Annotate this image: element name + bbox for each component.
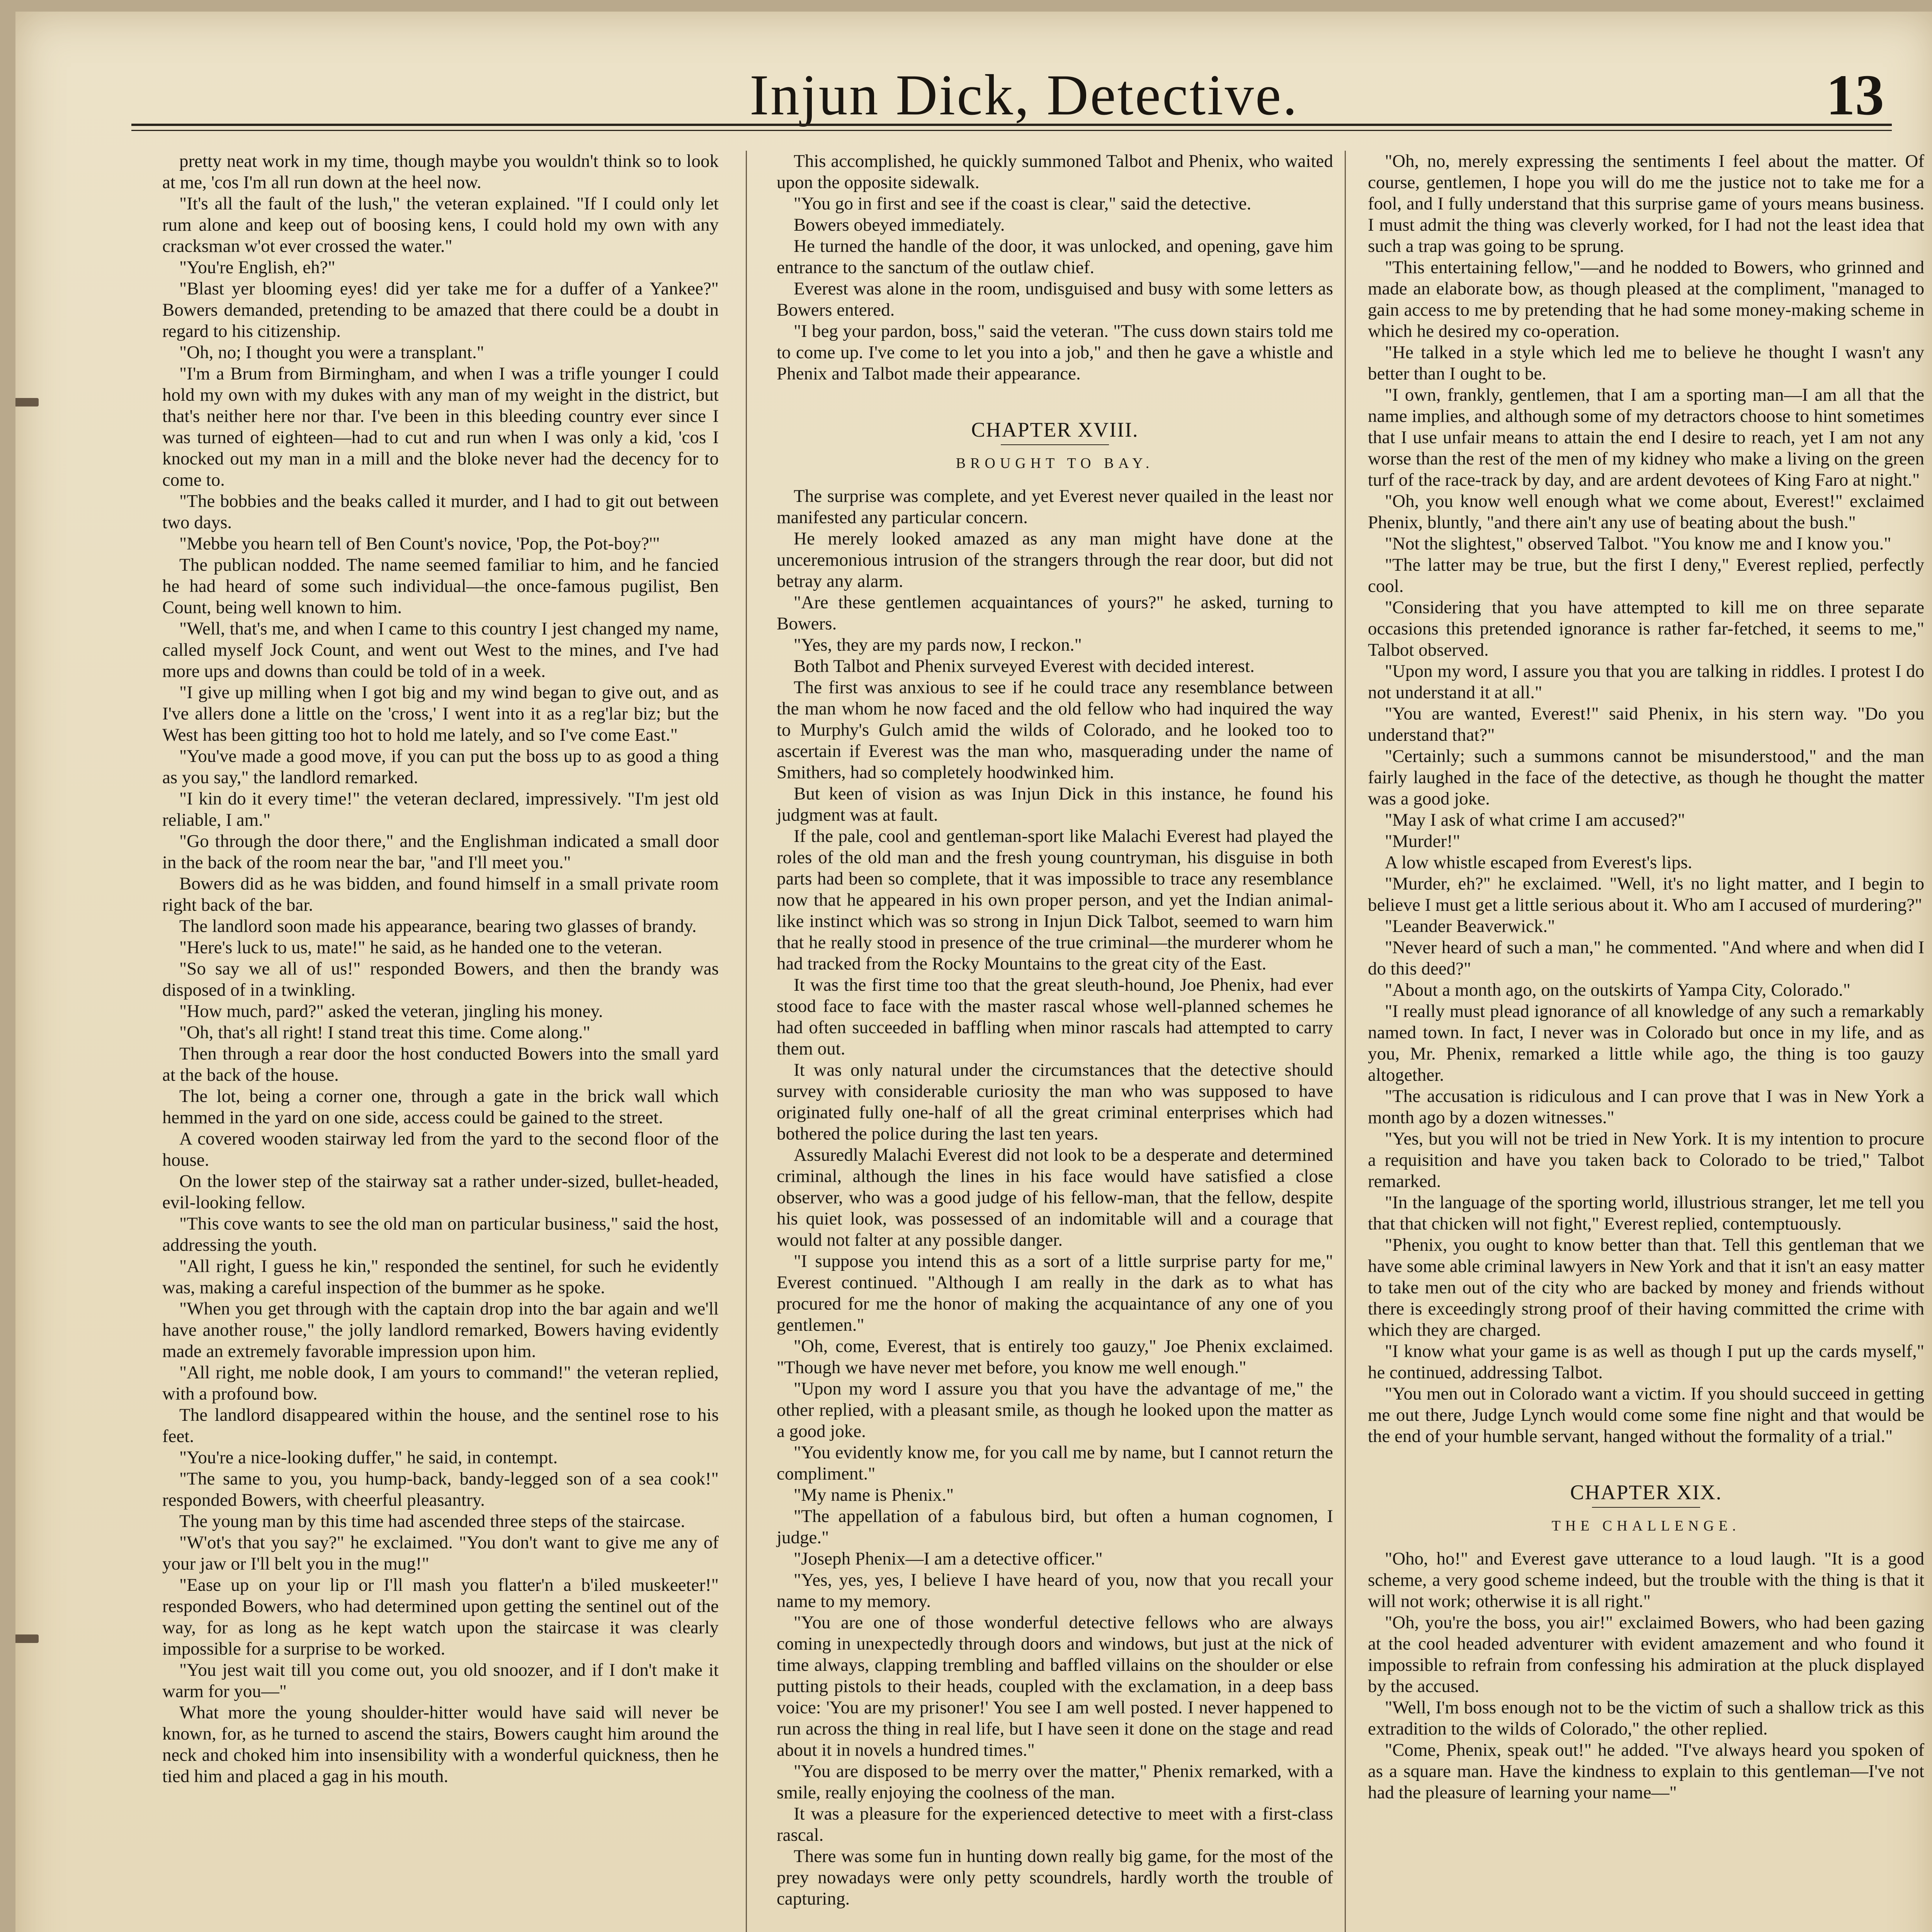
newspaper-page — [15, 12, 1932, 1932]
paragraph: "How much, pard?" asked the veteran, jingling his money. — [179, 1001, 603, 1021]
paragraph: Then through a rear door the host conducted Bowers into the small yard at the back of the house. — [162, 1044, 719, 1085]
paragraph: pretty neat work in my time, though maybe you wouldn't think so to look at me, 'cos I'm all run down at the heel now. — [162, 151, 719, 192]
paragraph: "Considering that you have attempted to kill me on three separate occasions this pretended ignorance is rather far-fetched, it seems to me," Talbot observed. — [1368, 597, 1924, 660]
paragraph: Assuredly Malachi Everest did not look to be a desperate and determined criminal, although the lines in his face would have satisfied a close observer, who was a good judge of his fellow-man, that the fellow, despite his quiet look, was possessed of an indomitable will and a courage that would not falter at any possible danger. — [777, 1145, 1333, 1250]
text-column-3 — [1368, 151, 1924, 1803]
paragraph: He turned the handle of the door, it was unlocked, and opening, gave him entrance to the sanctum of the outlaw chief. — [777, 236, 1333, 277]
binding-hole — [15, 398, 39, 406]
paragraph: "Joseph Phenix—I am a detective officer." — [794, 1549, 1103, 1569]
paragraph: The young man by this time had ascended three steps of the staircase. — [179, 1511, 685, 1531]
paragraph: "I give up milling when I got big and my wind began to give out, and as I've allers done a little on the 'cross,' I went into it as a reg'lar biz; but the West has been gitting too hot to hold me lately, and so I've come East." — [162, 682, 719, 745]
paragraph: "Oh, no, merely expressing the sentiments I feel about the matter. Of course, gentlemen, I hope you will do me the justice not to take me for a fool, and I fully understand that this surprise game of yours means business. I must admit the thing was cleverly worked, for I had not the least idea that such a trap was going to be sprung. — [1368, 151, 1924, 256]
paragraph: "I beg your pardon, boss," said the veteran. "The cuss down stairs told me to come up. I've come to let you into a job," and then he gave a whistle and Phenix and Talbot made their appearance. — [777, 321, 1333, 384]
paragraph: "You go in first and see if the coast is clear," said the detective. — [794, 194, 1252, 214]
paragraph: "You're English, eh?" — [179, 257, 335, 277]
chapter-subtitle: BROUGHT TO BAY. — [956, 455, 1154, 471]
paragraph: "The accusation is ridiculous and I can prove that I was in New York a month ago by a dozen witnesses." — [1368, 1086, 1924, 1128]
paragraph: "This cove wants to see the old man on particular business," said the host, addressing the youth. — [162, 1214, 719, 1255]
paragraph: Bowers did as he was bidden, and found himself in a small private room right back of the bar. — [162, 874, 719, 915]
paragraph: The lot, being a corner one, through a gate in the brick wall which hemmed in the yard on one side, access could be gained to the street. — [162, 1086, 719, 1128]
paragraph: "All right, I guess he kin," responded the sentinel, for such he evidently was, making a careful inspection of the bummer as he spoke. — [162, 1256, 719, 1298]
paragraph: Everest was alone in the room, undisguised and busy with some letters as Bowers entered. — [777, 279, 1333, 320]
paragraph: "Come, Phenix, speak out!" he added. "I've always heard you spoken of as a square man. Have the kindness to explain to this gentleman—I've not had the pleasure of learning your name—" — [1368, 1740, 1924, 1803]
paragraph: On the lower step of the stairway sat a rather under-sized, bullet-headed, evil-looking fellow. — [162, 1171, 719, 1213]
paragraph: "So say we all of us!" responded Bowers, and then the brandy was disposed of in a twinkling. — [162, 959, 719, 1000]
paragraph: "The latter may be true, but the first I deny," Everest replied, perfectly cool. — [1368, 555, 1924, 596]
paragraph: "Yes, yes, yes, I believe I have heard of you, now that you recall your name to my memory. — [777, 1570, 1333, 1611]
paragraph: "May I ask of what crime I am accused?" — [1385, 810, 1685, 830]
chapter-rule — [1592, 1507, 1700, 1508]
paragraph: The first was anxious to see if he could trace any resemblance between the man whom he now faced and the old fellow who had inquired the way to Murphy's Gulch amid the wilds of Colorado, and he looked too to ascertain if Everest was the man who, masquerading under the name of Smithers, had so completely hoodwinked him. — [777, 677, 1333, 782]
text-column-2 — [777, 151, 1333, 1910]
page-header — [15, 54, 1932, 127]
paragraph: If the pale, cool and gentleman-sport like Malachi Everest had played the roles of the old man and the fresh young countryman, his disguise in both parts had been so complete, that it was impossible to trace any resemblance now that he appeared in his own proper person, and yet the Indian animal-like instinct which was so strong in Injun Dick Talbot, seemed to warn him that he really stood in presence of the true criminal—the murderer whom he had tracked from the Rocky Mountains to the great city of the East. — [777, 826, 1333, 974]
binding-hole — [15, 1634, 39, 1643]
paragraph: "All right, me noble dook, I am yours to command!" the veteran replied, with a profound bow. — [162, 1362, 719, 1404]
page-title: Injun Dick, Detective. — [750, 63, 1299, 127]
paragraph: "Murder, eh?" he exclaimed. "Well, it's no light matter, and I begin to believe I must get a little serious about it. Who am I accused of murdering?" — [1368, 874, 1924, 915]
paragraph: "Are these gentlemen acquaintances of yours?" he asked, turning to Bowers. — [777, 592, 1333, 634]
paragraph: "Here's luck to us, mate!" he said, as he handed one to the veteran. — [179, 937, 663, 957]
paragraph: "You are wanted, Everest!" said Phenix, in his stern way. "Do you understand that?" — [1368, 704, 1924, 745]
paragraph: "You're a nice-looking duffer," he said, in contempt. — [179, 1447, 558, 1468]
paragraph: "Oh, that's all right! I stand treat this time. Come along." — [179, 1022, 590, 1043]
paragraph: "Certainly; such a summons cannot be misunderstood," and the man fairly laughed in the face of the detective, as though he thought the matter was a good joke. — [1368, 746, 1924, 809]
paragraph: "Well, I'm boss enough not to be the victim of such a shallow trick as this extradition to the wilds of Colorado," the other replied. — [1368, 1697, 1924, 1739]
paragraph: "Leander Beaverwick." — [1385, 916, 1555, 936]
paragraph: What more the young shoulder-hitter would have said will never be known, for, as he turned to ascend the stairs, Bowers caught him around the neck and choked him into insensibility with a wonderful quickness, then he tied him and placed a gag in his mouth. — [162, 1702, 719, 1786]
paragraph: The surprise was complete, and yet Everest never quailed in the least nor manifested any particular concern. — [777, 486, 1333, 527]
paragraph: "When you get through with the captain drop into the bar again and we'll have another rouse," the jolly landlord remarked, Bowers having evidently made an extremely favorable impression upon him. — [162, 1299, 719, 1361]
paragraph: Both Talbot and Phenix surveyed Everest with decided interest. — [794, 656, 1255, 676]
paragraph: "It's all the fault of the lush," the veteran explained. "If I could only let rum alone and keep out of boosing kens, I could hold my own with any cracksman w'ot ever crossed the water." — [162, 194, 719, 256]
paragraph: "Blast yer blooming eyes! did yer take me for a duffer of a Yankee?" Bowers demanded, pretending to be amazed that there could be a doubt in regard to his citizenship. — [162, 279, 719, 341]
paragraph: The landlord disappeared within the house, and the sentinel rose to his feet. — [162, 1405, 719, 1446]
paragraph: "Oh, you know well enough what we come about, Everest!" exclaimed Phenix, bluntly, "and there ain't any use of beating about the bush." — [1368, 491, 1924, 532]
paragraph: "The same to you, you hump-back, bandy-legged son of a sea cook!" responded Bowers, with cheerful pleasantry. — [162, 1469, 719, 1510]
paragraph: The landlord soon made his appearance, bearing two glasses of brandy. — [179, 916, 697, 936]
paragraph: "You men out in Colorado want a victim. If you should succeed in getting me out there, Judge Lynch would come some fine night and that would be the end of your humble servant, hanged without the formality of a trial." — [1368, 1384, 1924, 1446]
paragraph: "Oh, you're the boss, you air!" exclaimed Bowers, who had been gazing at the cool headed adventurer with evident amazement and who found it impossible to refrain from confessing his admiration at the pluck displayed by the accused. — [1368, 1612, 1924, 1696]
paragraph: "Not the slightest," observed Talbot. "You know me and I know you." — [1385, 534, 1891, 554]
paragraph: "I really must plead ignorance of all knowledge of any such a remarkably named town. In fact, I never was in Colorado but once in my life, and as you, Mr. Phenix, remarked a little while ago, the thing is too gauzy altogether. — [1368, 1001, 1924, 1085]
chapter-subtitle: THE CHALLENGE. — [1551, 1518, 1741, 1534]
paragraph: "Mebbe you hearn tell of Ben Count's novice, 'Pop, the Pot-boy?'" — [179, 534, 660, 554]
paragraph: "Well, that's me, and when I came to this country I jest changed my name, called myself Jock Count, and went out West to the mines, and I've had more ups and downs than could be told of in a week. — [162, 619, 719, 681]
paragraph: "W'ot's that you say?" he exclaimed. "You don't want to give me any of your jaw or I'll belt you in the mug!" — [162, 1532, 719, 1574]
paragraph: "This entertaining fellow,"—and he nodded to Bowers, who grinned and made an elaborate bow, as though pleased at the compliment, "managed to gain access to me by pretending that he had some money-making scheme in which he desired my co-operation. — [1368, 257, 1924, 341]
page-number: 13 — [1826, 63, 1884, 127]
paragraph: "Ease up on your lip or I'll mash you flatter'n a b'iled muskeeter!" responded Bowers, who had determined upon getting the sentinel out of the way, for as long as he kept watch upon the staircase it was clearly impossible for a surprise to be worked. — [162, 1575, 719, 1659]
paragraph: It was the first time too that the great sleuth-hound, Joe Phenix, had ever stood face to face with the master rascal whose well-planned schemes he had often succeeded in baffling when minor rascals had attempted to carry them out. — [777, 975, 1333, 1059]
chapter-rule — [1001, 444, 1109, 445]
paragraph: "You've made a good move, if you can put the boss up to as good a thing as you say," the landlord remarked. — [162, 746, 719, 787]
paragraph: "My name is Phenix." — [794, 1485, 954, 1505]
paragraph: "Yes, they are my pards now, I reckon." — [794, 635, 1082, 655]
paragraph: Bowers obeyed immediately. — [794, 215, 1005, 235]
paragraph: "Go through the door there," and the Englishman indicated a small door in the back of the room near the bar, "and I'll meet you." — [162, 831, 719, 872]
paragraph: "Oh, come, Everest, that is entirely too gauzy," Joe Phenix exclaimed. "Though we have never met before, you know me well enough." — [777, 1336, 1333, 1378]
paragraph: "I kin do it every time!" the veteran declared, impressively. "I'm jest old reliable, I am." — [162, 789, 719, 830]
paragraph: "Phenix, you ought to know better than that. Tell this gentleman that we have some able criminal lawyers in New York and that it isn't an easy matter to take men out of the city who are backed by money and friends without there is exceedingly strong proof of their having committed the crime with which they are charged. — [1368, 1235, 1924, 1340]
paragraph: "You evidently know me, for you call me by name, but I cannot return the compliment." — [777, 1442, 1333, 1484]
paragraph: "Oh, no; I thought you were a transplant." — [179, 342, 484, 362]
paragraph: "About a month ago, on the outskirts of Yampa City, Colorado." — [1385, 980, 1851, 1000]
paragraph: "He talked in a style which led me to believe he thought I wasn't any better than I ought to be. — [1368, 342, 1924, 384]
paragraph: "I'm a Brum from Birmingham, and when I was a trifle younger I could hold my own with my dukes with any man of my weight in the district, but that's neither here nor thar. I've been in this bleeding country ever since I was turned of eighteen—had to cut and run when I was only a kid, 'cos I knocked out my man in a mill and the bloke never had the decency for to come to. — [162, 364, 719, 490]
column-divider — [746, 151, 747, 1932]
paragraph: "You are one of those wonderful detective fellows who are always coming in unexpectedly through doors and windows, but just at the nick of time always, clapping trembling and baffled villains on the shoulder or else putting pistols to their heads, coupled with the exclamation, in a deep bass voice: 'You are my prisoner!' You see I am well posted. I never happened to run across the thing in real life, but I have seen it done on the stage and read about it in novels a hundred times." — [777, 1612, 1333, 1760]
paragraph: "The appellation of a fabulous bird, but often a human cognomen, I judge." — [777, 1506, 1333, 1548]
paragraph: "Oho, ho!" and Everest gave utterance to a loud laugh. "It is a good scheme, a very good scheme indeed, but the trouble with the thing is that it will not work; otherwise it is all right." — [1368, 1549, 1924, 1611]
paragraph: "I suppose you intend this as a sort of a little surprise party for me," Everest continued. "Although I am really in the dark as to what has procured for me the honor of making the acquaintance of any one of you gentlemen." — [777, 1251, 1333, 1335]
paragraph: "I know what your game is as well as though I put up the cards myself," he continued, addressing Talbot. — [1368, 1341, 1924, 1383]
header-rule — [131, 124, 1892, 131]
paragraph: But keen of vision as was Injun Dick in this instance, he found his judgment was at fault. — [777, 784, 1333, 825]
paragraph: He merely looked amazed as any man might have done at the unceremonious intrusion of the strangers through the rear door, but did not betray any alarm. — [777, 529, 1333, 591]
chapter-heading: CHAPTER XIX. — [1570, 1481, 1722, 1504]
paragraph: "Yes, but you will not be tried in New York. It is my intention to procure a requisition and have you taken back to Colorado to be tried," Talbot remarked. — [1368, 1129, 1924, 1191]
paragraph: "In the language of the sporting world, illustrious stranger, let me tell you that that chicken will not fight," Everest replied, contemptuously. — [1368, 1192, 1924, 1234]
paragraph: "You jest wait till you come out, you old snoozer, and if I don't make it warm for you—" — [162, 1660, 719, 1701]
text-column-1 — [162, 151, 719, 1787]
paragraph: A low whistle escaped from Everest's lips. — [1385, 852, 1692, 872]
paragraph: "Upon my word I assure you that you have the advantage of me," the other replied, with a pleasant smile, as though he looked upon the matter as a good joke. — [777, 1379, 1333, 1441]
paragraph: "Upon my word, I assure you that you are talking in riddles. I protest I do not understand it at all." — [1368, 661, 1924, 702]
paragraph: "The bobbies and the beaks called it murder, and I had to git out between two days. — [162, 491, 719, 532]
paragraph: It was a pleasure for the experienced detective to meet with a first-class rascal. — [777, 1804, 1333, 1845]
paragraph: A covered wooden stairway led from the yard to the second floor of the house. — [162, 1129, 719, 1170]
paragraph: "Murder!" — [1385, 831, 1460, 851]
paragraph: The publican nodded. The name seemed familiar to him, and he fancied he had heard of some such individual—the once-famous pugilist, Ben Count, being well known to him. — [162, 555, 719, 617]
paragraph: "Never heard of such a man," he commented. "And where and when did I do this deed?" — [1368, 937, 1924, 979]
column-divider — [1345, 151, 1346, 1932]
paragraph: "You are disposed to be merry over the matter," Phenix remarked, with a smile, really enjoying the coolness of the man. — [777, 1761, 1333, 1803]
chapter-heading: CHAPTER XVIII. — [971, 418, 1139, 441]
paragraph: This accomplished, he quickly summoned Talbot and Phenix, who waited upon the opposite sidewalk. — [777, 151, 1333, 192]
paragraph: There was some fun in hunting down really big game, for the most of the prey nowadays were only petty scoundrels, hardly worth the trouble of capturing. — [777, 1846, 1333, 1909]
paragraph: It was only natural under the circumstances that the detective should survey with considerable curiosity the man who was supposed to have originated fully one-half of all the great criminal enterprises which had bothered the police during the last ten years. — [777, 1060, 1333, 1144]
paragraph: "I own, frankly, gentlemen, that I am a sporting man—I am all that the name implies, and although some of my detractors choose to hint sometimes that I use unfair means to attain the end I desire to reach, yet I am not any worse than the rest of the men of my kidney who make a living on the green turf of the race-track by day, and are ardent devotees of King Faro at night." — [1368, 385, 1924, 490]
